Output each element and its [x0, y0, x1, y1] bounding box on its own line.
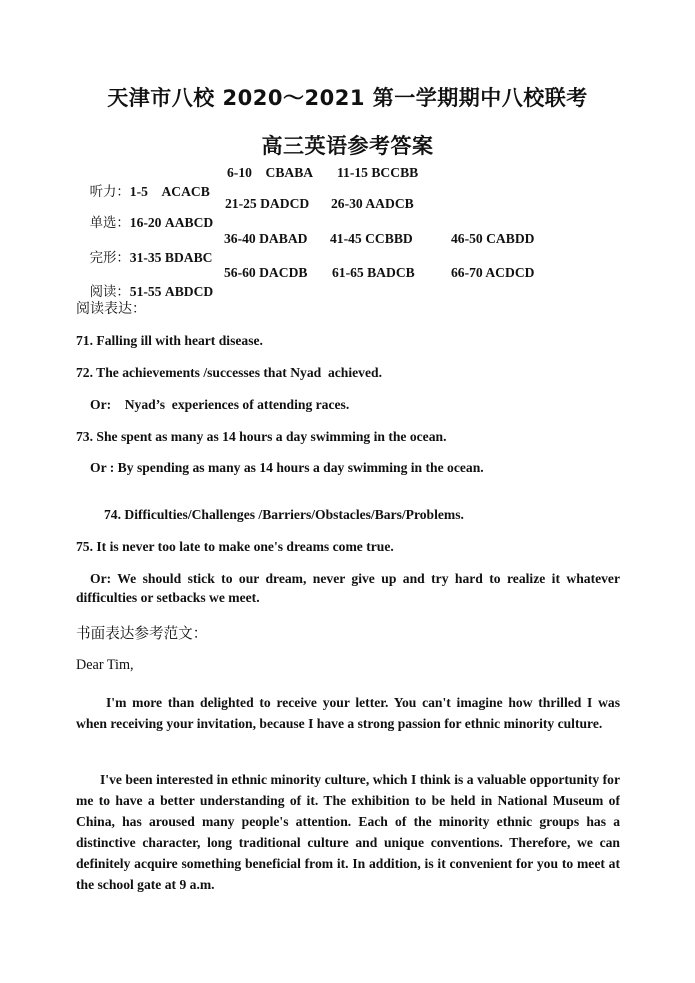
reading-group-1: 51-55 ABDCD	[129, 284, 214, 299]
answer-72: 72. The achievements /successes that Nyad achieved.	[76, 365, 382, 380]
single-choice-group-3: 26-30 AADCB	[331, 196, 414, 211]
document-title: 天津市八校 2020～2021 第一学期期中八校联考	[107, 86, 588, 110]
letter-salutation: Dear Tim,	[76, 657, 134, 673]
cloze-label: 完形：	[89, 251, 130, 266]
answer-72-alternative: Or: Nyad’s experiences of attending races.	[90, 397, 350, 412]
answer-73-alternative: Or : By spending as many as 14 hours a day swimming in the ocean.	[90, 460, 484, 475]
listening-group-1: 1-5 ACACB	[129, 184, 210, 199]
letter-paragraph-1: I'm more than delighted to receive your letter. You can't imagine how thrilled I was when receiving your invitation, because I have a strong passion for ethnic minority culture.	[76, 695, 620, 731]
writing-heading: 书面表达参考范文：	[76, 625, 208, 642]
reading-label: 阅读：	[89, 285, 130, 300]
reading-group-4: 66-70 ACDCD	[451, 265, 535, 280]
reading-expression-heading: 阅读表达：	[76, 301, 146, 317]
listening-group-2: 6-10 CBABA	[227, 165, 314, 180]
reading-group-2: 56-60 DACDB	[224, 265, 308, 280]
listening-group-3: 11-15 BCCBB	[337, 165, 419, 180]
listening-label: 听力：	[89, 185, 130, 200]
answer-75-alternative: Or: We should stick to our dream, never give up and try hard to realize it whatever difficulties or setbacks we meet.	[76, 571, 620, 605]
answer-73: 73. She spent as many as 14 hours a day swimming in the ocean.	[76, 429, 447, 444]
cloze-group-4: 46-50 CABDD	[451, 231, 535, 246]
single-choice-label: 单选：	[89, 216, 130, 231]
answer-74: 74. Difficulties/Challenges /Barriers/Obstacles/Bars/Problems.	[104, 507, 464, 522]
answer-71: 71. Falling ill with heart disease.	[76, 333, 263, 348]
document-subtitle: 高三英语参考答案	[261, 134, 434, 158]
cloze-group-2: 36-40 DABAD	[224, 231, 308, 246]
cloze-group-1: 31-35 BDABC	[129, 250, 213, 265]
single-choice-group-1: 16-20 AABCD	[129, 215, 214, 230]
letter-paragraph-2: I've been interested in ethnic minority culture, which I think is a valuable opportunity for me to have a better understanding of it. The exhibition to be held in National Museum of China, has aroused many people's attention. Each of the minority ethnic groups has a distinctive character, long traditional culture and unique conventions. Therefore, we can definitely acquire something beneficial from it. In addition, is it convenient for you to meet at the school gate at 9 a.m.	[76, 772, 620, 892]
reading-group-3: 61-65 BADCB	[332, 265, 415, 280]
cloze-group-3: 41-45 CCBBD	[330, 231, 413, 246]
single-choice-group-2: 21-25 DADCD	[225, 196, 310, 211]
answer-75: 75. It is never too late to make one's dreams come true.	[76, 539, 394, 554]
